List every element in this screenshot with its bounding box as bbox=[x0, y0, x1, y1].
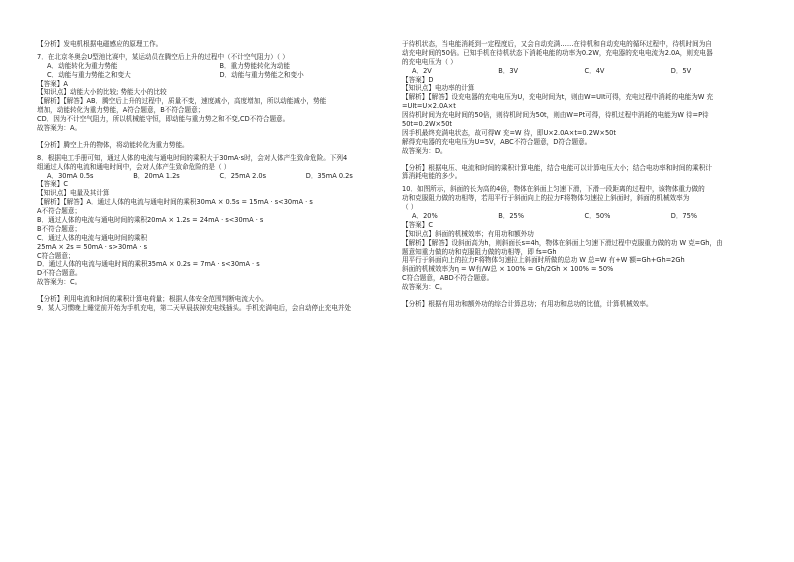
q7-option-b: B．重力势能转化为动能 bbox=[219, 61, 290, 70]
q9-explain-line: 故答案为：D。 bbox=[402, 146, 447, 155]
q9-explain-line: =UIt=U×2.0A×t bbox=[402, 102, 456, 111]
q8-explain-line: C符合题意； bbox=[37, 251, 75, 260]
q10-knowledge: 【知识点】斜面的机械效率；有用功和额外功 bbox=[402, 229, 534, 238]
q8-answer: 【答案】C bbox=[37, 180, 68, 189]
q9-option-d: D．5V bbox=[670, 66, 692, 75]
q8-analysis: 【分析】利用电流和时间的乘积计算电荷量；根据人体安全范围判断电流大小。 bbox=[37, 295, 268, 304]
q7-stem: 7．在北京冬奥会U型池比赛中，某运动员在腾空后上升的过程中（不计空气阻力）（ ） bbox=[37, 52, 289, 61]
q7-answer: 【答案】A bbox=[37, 79, 68, 88]
q10-stem-line: 10．如图所示，斜面的长为高的4倍，物体在斜面上匀速下滑，下滑一段距离的过程中，该物体重力做的 bbox=[402, 185, 705, 194]
q7-explain-line: CD．因为不计空气阻力，所以机械能守恒，即动能与重力势之和不变,CD不符合题意。 bbox=[37, 115, 290, 124]
q10-answer: 【答案】C bbox=[402, 220, 433, 229]
q8-explain-line: 25mA × 2s = 50mA · s>30mA · s bbox=[37, 242, 148, 251]
q9-stem-line: 的充电电压为（ ） bbox=[402, 57, 457, 66]
q7-knowledge: 【知识点】动能大小的比较; 势能大小的比较 bbox=[37, 88, 167, 97]
q10-option-b: B．25% bbox=[498, 212, 525, 221]
q8-explain-line: C．通过人体的电流与通电时间的乘积 bbox=[37, 233, 148, 242]
q9-explain-line: 解得充电器的充电电压为U=5V，ABC不符合题意，D符合题意。 bbox=[402, 137, 592, 146]
q10-stem-line: （ ） bbox=[402, 203, 418, 212]
q8-explain-line: 故答案为：C。 bbox=[37, 278, 82, 287]
q8-stem-line: 组通过人体的电流和通电时间中，会对人体产生致命危险的是（ ） bbox=[37, 162, 231, 171]
q10-explain-line: 斜面的机械效率为η = W有/W总 × 100% = Gh/2Gh × 100% = 50% bbox=[402, 265, 614, 274]
q10-explain-line: 用平行于斜面向上的拉力F将物体匀速拉上斜面时所做的总功 W 总=W 有+W 额=Gh+Gh=2Gh bbox=[402, 256, 685, 265]
q8-option-a: A．30mA 0.5s bbox=[47, 171, 94, 180]
q7-options-row1 bbox=[37, 62, 392, 71]
left-column bbox=[37, 40, 392, 313]
q8-explain-line: A不符合题意； bbox=[37, 207, 82, 216]
q10-option-d: D．75% bbox=[670, 212, 698, 221]
q7-option-a: A．动能转化为重力势能 bbox=[47, 61, 118, 70]
q10-explain-line: 故答案为：C。 bbox=[402, 283, 447, 292]
analysis-previous: 【分析】发电机根据电磁感应的原理工作。 bbox=[37, 40, 163, 48]
q9-explain-line: 【解析】【解答】设充电器的充电电压为U，充电时间为t，则由W=UIt可得，充电过程中消耗的电能为W 充 bbox=[402, 93, 714, 102]
q9-option-a: A．2V bbox=[412, 66, 432, 75]
q10-option-c: C．50% bbox=[584, 212, 611, 221]
q9-options bbox=[402, 67, 757, 76]
q9-analysis-line: 【分析】根据电压、电流和时间的乘积计算电能，结合电能可以计算电压大小；结合电功率和时间的乘积计 bbox=[402, 163, 712, 172]
right-column bbox=[402, 40, 757, 309]
q8-option-c: C．25mA 2.0s bbox=[219, 171, 267, 180]
q8-option-d: D．35mA 0.2s bbox=[305, 171, 353, 180]
q7-explain-line: 【解析】【解答】AB．腾空后上升的过程中，质量不变，速度减小，高度增加，所以动能减小，势能 bbox=[37, 97, 327, 106]
q8-explain-line: B不符合题意； bbox=[37, 224, 82, 233]
q9-option-c: C．4V bbox=[584, 66, 605, 75]
q8-explain-line: B．通过人体的电流与通电时间的乘积20mA × 1.2s = 24mA · s<30mA · s bbox=[37, 216, 264, 225]
q7-explain-line: 增加，动能转化为重力势能，A符合题意，B不符合题意； bbox=[37, 106, 205, 115]
q8-explain-line: 【解析】【解答】A．通过人体的电流与通电时间的乘积30mA × 0.5s = 15mA · s<30mA · s bbox=[37, 198, 313, 207]
q10-stem-line: 功和克服阻力做的功相等，若用平行于斜面向上的拉力F将物体匀速拉上斜面时，斜面的机械效率为 bbox=[402, 194, 690, 203]
q9-explain-line: 因待机时间为充电时间的50倍，则待机时间为50t，则由W=Pt可得，待机过程中消耗的电能为W 待=P待 bbox=[402, 111, 709, 120]
q9-explain-line: 50t=0.2W×50t bbox=[402, 120, 453, 129]
q10-options bbox=[402, 212, 757, 221]
q7-analysis: 【分析】腾空上升的物体，将动能转化为重力势能。 bbox=[37, 140, 189, 149]
q9-stem-line: 动充电时间的50倍。已知手机在待机状态下消耗电能的功率为0.2W，充电器的充电电流为2.0A，则充电器 bbox=[402, 48, 713, 57]
q7-option-c: C．动能与重力势能之和变大 bbox=[47, 70, 131, 79]
q7-explain-line: 故答案为：A。 bbox=[37, 124, 82, 133]
q7-options-row2 bbox=[37, 71, 392, 80]
q8-explain-line: D．通过人体的电流与通电时间的乘积35mA × 0.2s = 7mA · s<30mA · s bbox=[37, 260, 260, 269]
q9-answer: 【答案】D bbox=[402, 75, 434, 84]
q9-stem-start: 9．某人习惯晚上睡觉前开始为手机充电，第二天早晨拔掉充电线插头。手机充满电后，会自动停止充电并处 bbox=[37, 304, 352, 313]
q10-analysis: 【分析】根据有用功和额外功的综合计算总功；有用功和总功的比值，计算机械效率。 bbox=[402, 300, 653, 309]
q8-stem-line: 8．根据电工手册可知，通过人体的电流与通电时间的乘积大于30mA·s时，会对人体产生致命危险。下列4 bbox=[37, 153, 348, 162]
q9-knowledge: 【知识点】电功率的计算 bbox=[402, 84, 475, 93]
q9-option-b: B．3V bbox=[498, 66, 519, 75]
q8-knowledge: 【知识点】电量及其计算 bbox=[37, 189, 110, 198]
q10-explain-line: 【解析】【解答】设斜面高为h，则斜面长s=4h，物体在斜面上匀速下滑过程中克服重力做的功 W 克=Gh，由 bbox=[402, 238, 723, 247]
q8-explain-line: D不符合题意。 bbox=[37, 269, 82, 278]
q7-option-d: D．动能与重力势能之和变小 bbox=[219, 70, 304, 79]
q9-stem-line: 于待机状态，当电能消耗到一定程度后，又会自动充满……在待机和自动充电的循环过程中，待机时间为自 bbox=[402, 40, 712, 48]
q10-explain-line: 题意知重力做的功和克服阻力做的功相等，即 fs=Gh bbox=[402, 247, 557, 256]
q9-explain-line: 因手机最终充满电状态，故可得W 充=W 待，即U×2.0A×t=0.2W×50t bbox=[402, 128, 616, 137]
q8-option-b: B．20mA 1.2s bbox=[133, 171, 180, 180]
q8-options bbox=[37, 172, 392, 181]
q10-option-a: A．20% bbox=[412, 212, 438, 221]
q10-explain-line: C符合题意，ABD不符合题意。 bbox=[402, 274, 494, 283]
q9-analysis-line: 算消耗电能的多少。 bbox=[402, 172, 462, 181]
